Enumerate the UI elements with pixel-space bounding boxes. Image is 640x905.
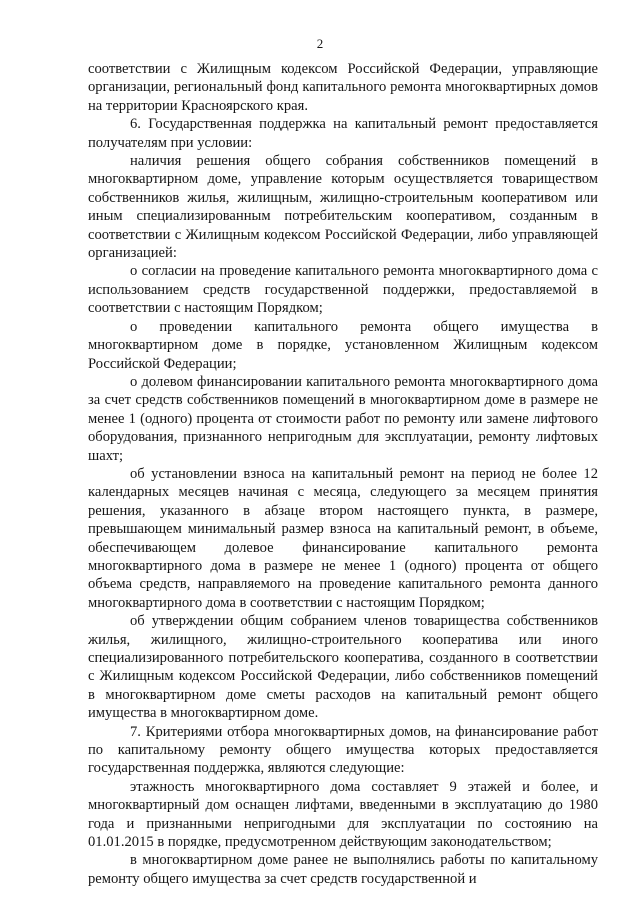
paragraph-shared-financing: о долевом финансировании капитального ремонта многоквартирного дома за счет средств собственников помещений в многоквартирном доме в размере не менее 1 (одного) процента от стоимости работ по ремонту или замене лифтового оборудования, признанного непригодным для эксплуатации, ремонту лифтовых шахт; (88, 373, 598, 464)
paragraph-consent: о согласии на проведение капитального ремонта многоквартирного дома с использованием средств государственной поддержки, предоставляемой в соответствии с настоящим Порядком; (88, 263, 598, 317)
paragraph-previous-repair-criterion: в многоквартирном доме ранее не выполнялись работы по капитальному ремонту общего имущества за счет средств государственной и (88, 852, 598, 887)
paragraph-continuation: соответствии с Жилищным кодексом Российской Федерации, управляющие организации, региональный фонд капитального ремонта многоквартирных домов на территории Красноярского края. (88, 61, 598, 114)
paragraph-floors-criterion: этажность многоквартирного дома составляет 9 этажей и более, и многоквартирный дом оснащен лифтами, введенными в эксплуатацию до 1980 года и признанными непригодными для эксплуатации по состоянию на 01.01.2015 в порядке, предусмотренном действующим законодательством; (88, 778, 598, 851)
paragraph-conducting-repair: о проведении капитального ремонта общего имущества в многоквартирном доме в порядке, установленном Жилищным кодексом Российской Федерации; (88, 318, 598, 372)
paragraph-condition-decision: наличия решения общего собрания собственников помещений в многоквартирном доме, управление которым осуществляется товариществом собственников жилья, жилищным, жилищно-строительным кооперативом или иным специализированным потребительским кооперативом, созданным в соответствии с Жилищным кодексом Российской Федерации, либо управляющей организацией: (88, 153, 598, 262)
paragraph-contribution: об установлении взноса на капитальный ремонт на период не более 12 календарных месяцев начиная с месяца, следующего за месяцем принятия решения, указанного в абзаце втором настоящего пункта, в размере, превышающем минимальный размер взноса на капитальный ремонт, в объеме, обеспечивающем долевое финансирование капитального ремонта многоквартирного дома в размере не менее 1 (одного) процента от общего объема средств, направляемого на проведение капитального ремонта данного многоквартирного дома в соответствии с настоящим Порядком; (88, 465, 598, 611)
paragraph-item-6: 6. Государственная поддержка на капитальный ремонт предоставляется получателям при условии: (88, 116, 598, 151)
page-number: 2 (316, 36, 324, 51)
paragraph-item-7: 7. Критериями отбора многоквартирных домов, на финансирование работ по капитальному ремонту общего имущества которых предоставляется государственная поддержка, являются следующие: (88, 723, 598, 777)
document-body (88, 60, 598, 888)
paragraph-estimate-approval: об утверждении общим собранием членов товарищества собственников жилья, жилищного, жилищно-строительного кооператива или иного специализированного потребительского кооператива, созданного в соответствии с Жилищным кодексом Российской Федерации, либо собственников помещений в многоквартирном доме сметы расходов на капитальный ремонт общего имущества в многоквартирном доме. (88, 613, 598, 722)
